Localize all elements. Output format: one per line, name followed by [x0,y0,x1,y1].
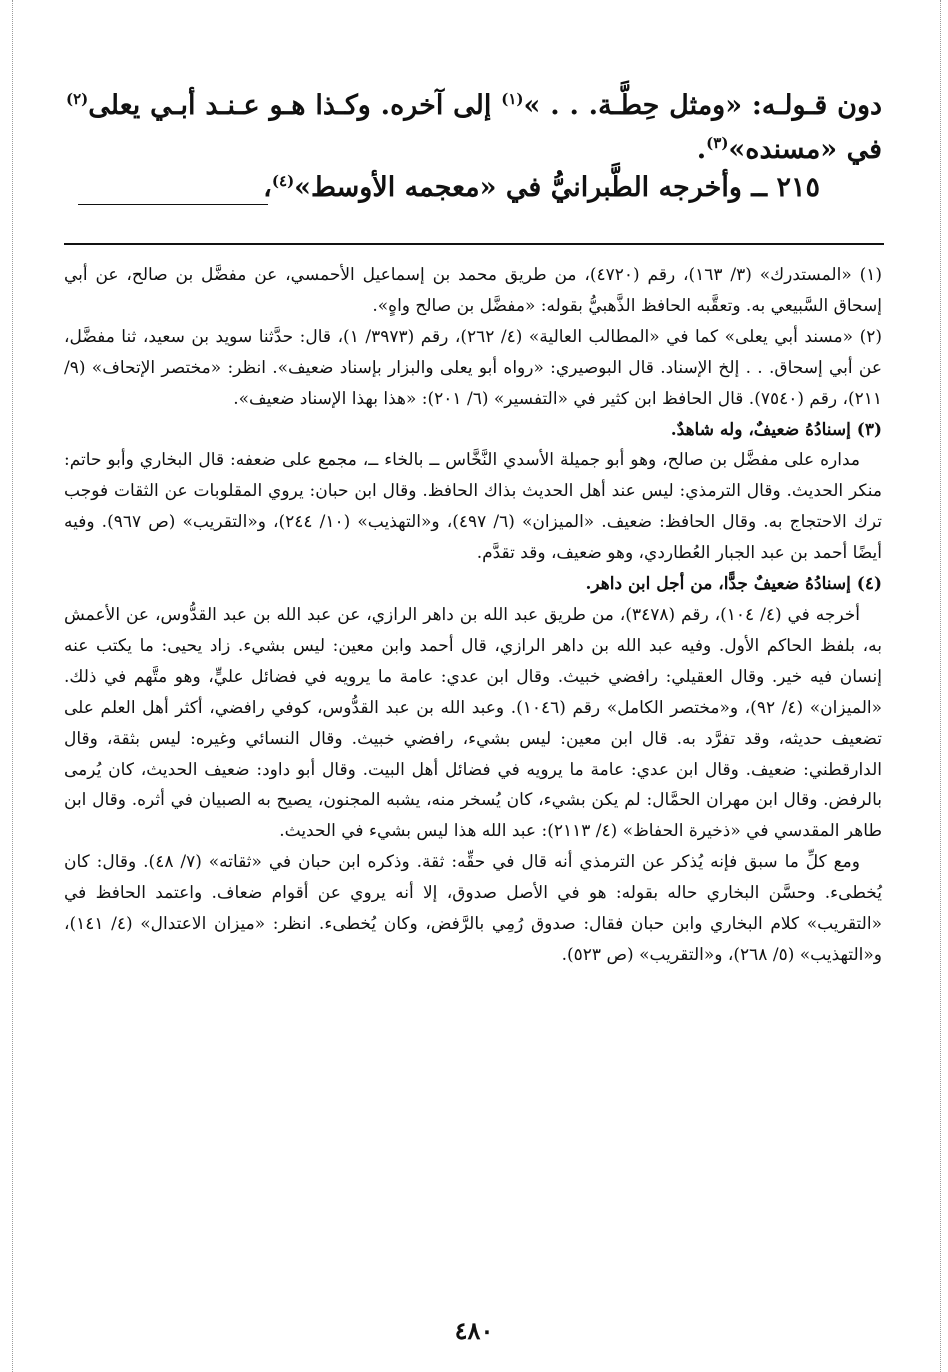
footnote-ref-2[interactable]: (٢) [66,90,89,108]
footnote-separator [64,243,884,245]
footnote-4-continuation: ومع كلِّ ما سبق فإنه يُذكر عن الترمذي أنه قال في حقِّه: ثقة. وذكره ابن حبان في «ثقاته» (٧/ ٤٨). وقال: كان يُخطىء. وحسَّن البخاري حاله بقوله: هو في الأصل صدوق، إلا أنه يروي عن أقوام ضعاف. واعتمد الحافظ في «التقريب» كلام البخاري وابن حبان فقال: صدوق رُمِي بالرَّفض، وكان يُخطىء. انظر: «ميزان الاعتدال» (٤/ ١٤١)، و«التهذيب» (٥/ ٢٦٨)، و«التقريب» (ص ٥٢٣). [64,852,882,965]
footnote-3-heading: (٣) إسنادُهُ ضعيفٌ، وله شاهدٌ. [670,419,882,440]
footnote-3-body: مداره على مفضَّل بن صالح، وهو أبو جميلة الأسدي النَّخَّاس ــ بالخاء ــ، مجمع على ضعفه: قال البخاري وأبو حاتم: منكر الحديث. وقال الترمذي: ليس عند أهل الحديث بذاك الحافظ. وقال ابن حبان: يروي المقلوبات عن الثقات فوجب ترك الاحتجاج به. وقال الحافظ: ضعيف. «الميزان» (٦/ ٤٩٧)، و«التهذيب» (١٠/ ٢٤٤)، و«التقريب» (ص ٩٦٧). وفيه أيضًا أحمد بن عبد الجبار العُطاردي، وهو ضعيف، وقد تقدَّم. [64,450,882,564]
left-scan-edge [12,0,14,1372]
main-text [66,84,882,172]
footnote-4-heading: (٤) إسنادُهُ ضعيفٌ جدًّا، من أجل ابن داهر. [585,574,882,595]
footnote-2: (٢) «مسند أبي يعلى» كما في «المطالب العالية» (٤/ ٢٦٢)، رقم (٣٩٧٣/ ١)، قال: حدَّثنا سويد بن سعيد، ثنا مفضَّل، عن أبي إسحاق. . . إلخ الإسناد. قال البوصيري: «رواه أبو يعلى والبزار بإسناد ضعيف». انظر: «مختصر الإتحاف» (٩/ ٢١١)، رقم (٧٥٤٠). قال الحافظ ابن كثير في «التفسير» (٦/ ٢٠١): «هذا بهذا الإسناد ضعيف». [64,326,882,409]
right-scan-edge [940,0,942,1372]
page-number: ٤٨٠ [454,1316,494,1345]
footnote-ref-3[interactable]: (٣) [706,134,729,152]
hadith-215-line: ٢١٥ ــ وأخرجه الطَّبرانيُّ في «معجمه الأوسط»$^{(٤)}$، [263,172,820,203]
footnote-ref-4[interactable]: (٤) [271,172,295,190]
main-paragraph: دون قـولـه: «ومثل حِطَّـة. . . »$^{(١)}$ إلى آخره. وكـذا هـو عـنـد أبـي يعلى$^{(٢)}$ في «مسنده»$^{(٣)}$. [66,90,883,165]
footnote-4-body: أخرجه في (٤/ ١٠٤)، رقم (٣٤٧٨)، من طريق عبد الله بن داهر الرازي، عن عبد الله بن عبد القدُّوس، عن الأعمش به، بلفظ الحاكم الأول. وفيه عبد الله بن داهر الرازي، قال أحمد وابن معين: ليس بشيء. زاد يحيى: ما يكتب عنه إنسان فيه خير. وقال العقيلي: رافضي خبيث. وقال ابن عدي: عامة ما يرويه في فضائل عليٍّ، وهو متَّهم في ذلك. «الميزان» (٤/ ٩٢)، و«مختصر الكامل» رقم (١٠٤٦). وعبد الله بن عبد القدُّوس، كوفي رافضي، أكثر أهل العلم على تضعيف حديثه، وقد تفرَّد به. قال ابن معين: ليس بشيء، رافضي خبيث. وقال النسائي وغيره: ليس بثقة، وقال الدارقطني: ضعيف. وقال ابن عدي: عامة ما يرويه في فضائل أهل البيت. وقال أبو داود: ضعيف الحديث، كان يُرمى بالرفض. وقال ابن مهران الحمَّال: لم يكن بشيء، كان يُسخر منه، يشبه المجنون، يصيح به الصبيان في أثره. وقال ابن طاهر المقدسي في «ذخيرة الحفاظ» (٤/ ٢١١٣): عبد الله هذا ليس بشيء في الحديث. [64,604,882,842]
footnotes [64,260,882,971]
footnote-1: (١) «المستدرك» (٣/ ١٦٣)، رقم (٤٧٢٠)، من طريق محمد بن إسماعيل الأحمسي، عن مفضَّل بن صالح، عن أبي إسحاق السَّبيعي به. وتعقَّبه الحافظ الذَّهبيُّ بقوله: «مفضَّل بن صالح واهٍ». [64,265,883,316]
trailing-blank-rule [78,204,268,205]
footnote-ref-1[interactable]: (١) [501,90,524,108]
